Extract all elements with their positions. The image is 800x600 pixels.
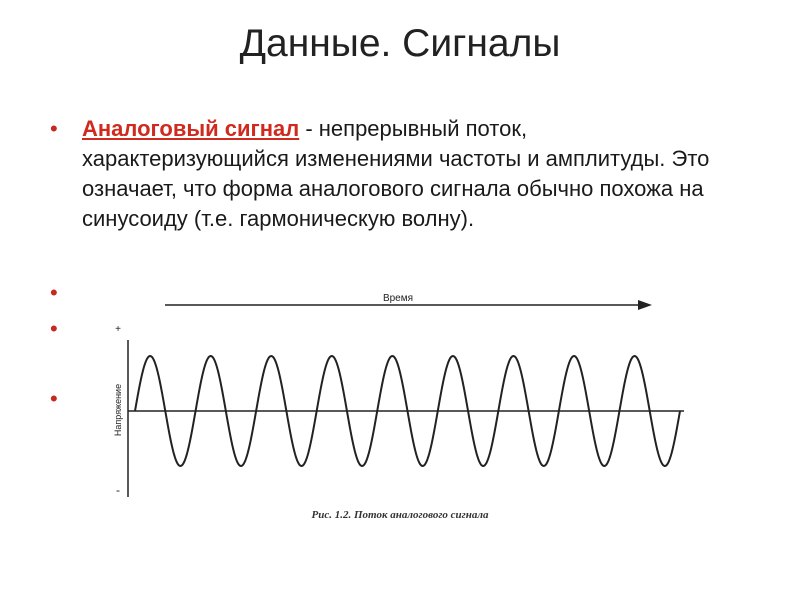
time-label: Время <box>382 293 414 304</box>
bullet-description: - непрерывный поток, характеризующийся изменениями частоты и амплитуды. Это означает, что форма аналогового сигнала обычно похожа на синусоиду (т.е. гармоническую волну). <box>82 116 710 231</box>
voltage-label: Напряжение <box>113 383 123 437</box>
minus-label: - <box>116 483 120 497</box>
figure-caption: Рис. 1.2. Поток аналогового сигнала <box>311 509 489 521</box>
bullet-marker: • <box>50 116 58 141</box>
empty-bullet-3: • <box>50 386 58 411</box>
page-title: Данные. Сигналы <box>239 22 561 65</box>
plus-label: + <box>115 324 121 335</box>
empty-bullet-2: • <box>50 316 58 341</box>
analog-signal-term: Аналоговый сигнал <box>82 116 300 141</box>
empty-bullet-1: • <box>50 280 58 305</box>
time-arrow-head <box>638 300 652 310</box>
